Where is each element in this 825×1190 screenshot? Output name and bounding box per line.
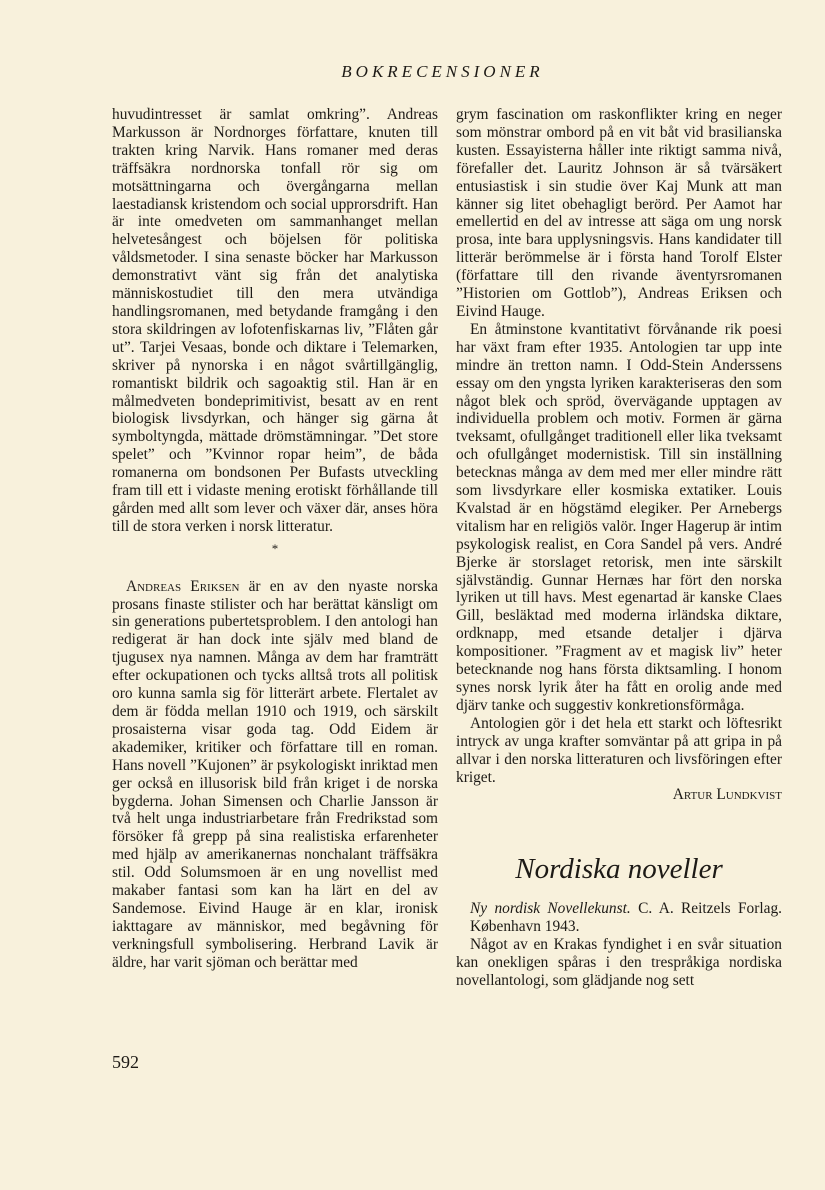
section-title: Nordiska noveller: [515, 853, 723, 886]
left-paragraph-2-text: är en av den nyaste norska prosans finaste stilister och har berättat känsligt om sin generations pubertetsproblem. I den antologi han redigerat är han dock inte själv med bland de tjugusex nya namnen. Många av dem har framträtt efter ockupationen och tycks alltså trots all politisk oro kunna samla sig för litterärt arbete. Flertalet av dem är födda mellan 1910 och 1919, och särskilt prosaisterna visar goda tag. Odd Eidem är akademiker, kritiker och författare till en roman. Hans novell ”Kujonen” är psykologiskt inriktad men ger också en illusorisk bild från kriget i de norska bygderna. Johan Simensen och Charlie Jansson är två helt unga industriarbetare från Fredrikstad som försöker få grepp på sina realistiska erfarenheter med hjälp av amerikanernas nonchalant träffsäkra stil. Odd Solumsmoen är en ung novellist med makaber fantasi som kan ha lärt en del av Sandemose. Eivind Hauge är en klar, ironisk iakttagare av människor, med begåvning för verkningsfull symbolisering. Herbrand Lavik är äldre, har varit sjöman och berättar med: [112, 577, 439, 971]
right-paragraph-1: grym fascination om raskonflikter kring en neger som mönstrar ombord på en vit båt vid brasilianska kusten. Essayisterna håller inte riktigt samma nivå, förefaller det. Lauritz Johnson är så tvärsäkert entusiastisk i sin studie över Kaj Munk att man känner sig litet obehagligt berörd. Per Aamot har emellertid en del av intresse att säga om ung norsk prosa, inte bara upplysningsvis. Hans kandidater till litterär berömmelse är i första hand Torolf Elster (författare till den rivande äventyrsromanen ”Historien om Gottlob”), Andreas Eriksen och Eivind Hauge.: [456, 106, 782, 320]
review-signature: Artur Lundkvist: [672, 786, 782, 804]
page-number: 592: [112, 1052, 139, 1072]
left-paragraph-1: huvudintresset är samlat omkring”. Andreas Markusson är Nordnorges författare, knuten till trakten kring Narvik. Hans romaner med deras träffsäkra nordnorska tonfall rör sig om motsättningarna och övergångarna mellan laestadiansk kristendom och social upprorsdrift. Han är inte omedveten om sammanhanget mellan helvetesångest och böjelsen för politiska våldsmetoder. I sina senaste böcker har Markusson demonstrativt vänt sig från det analytiska människostudiet till den mera utvändiga handlingsromanen, med betydande framgång i den stora skildringen av lofotenfiskarnas liv, ”Flåten går ut”. Tarjei Vesaas, bonde och diktare i Telemarken, skriver på nynorska i en något svårtillgänglig, romantiskt bildrik och sagoaktig stil. Han är en målmedveten bondeprimitivist, besatt av en rent biologisk livsdyrkan, och hänger sig gärna åt symboltyngda, mättade drömstämningar. ”Det store spelet” och ”Kvinnor ropar heim”, de båda romanerna om bondsonen Per Bufasts utveckling fram till ett i vidaste mening erotiskt förhållande till gården med allt som lever och växer där, anses höra till de stora verken i norsk litteratur.: [112, 106, 438, 535]
right-paragraph-2: En åtminstone kvantitativt förvånande rik poesi har växt fram efter 1935. Antologien tar upp inte mindre än tretton namn. I Odd-Stein Anderssens essay om den yngsta lyriken karakteriseras den som något blek och spröd, övervägande upptagen av individuella problem och motiv. Formen är gärna tveksamt, ofullgånget traditionell eller lika tveksamt och ofullgånget modernistisk. Till sin inställning betecknas många av dem med mer eller mindre rätt som livsdyrkare eller kosmiska extatiker. Louis Kvalstad är en högstämd elegiker. Per Arnebergs vitalism har en religiös valör. Inger Hagerup är intim psykologisk realist, en Cora Sandel på vers. André Bjerke är storslaget retorisk, men inte särskilt självständig. Gunnar Hernæs har fört den norska lyriken ut till havs. Mest egenartad är kanske Claes Gill, besläktad med moderna irländska diktare, ordknapp, med etsande detaljer i djärva kompositioner. ”Fragment av et magisk liv” heter betecknande nog hans första diktsamling. I honom synes norsk lyrik åter ha fått en orolig ande med djärv tanke och suggestiv konkretionsförmåga.: [456, 320, 782, 714]
right-column: [456, 106, 782, 990]
running-header: BOKRECENSIONER: [341, 62, 544, 81]
section-separator: *: [271, 540, 279, 556]
left-column: [112, 106, 438, 972]
author-name-andreas-eriksen: Andreas Eriksen: [126, 577, 240, 595]
right-paragraph-4: Något av en Krakas fyndighet i en svår situation kan onekligen spåras i den trespråkiga nordiska novellantologi, som glädjande nog sett: [456, 936, 782, 989]
book-title: Ny nordisk Novellekunst.: [470, 900, 631, 918]
left-paragraph-2: [112, 578, 438, 972]
publisher-info: C. A. Reitzels Forlag. København 1943.: [470, 900, 782, 936]
right-paragraph-3: Antologien gör i det hela ett starkt och löftesrikt intryck av unga krafter somväntar på att gripa in på allvar i den norska litteraturen och livsföringen efter kriget.: [456, 714, 782, 786]
bibliographic-entry: [456, 900, 782, 936]
